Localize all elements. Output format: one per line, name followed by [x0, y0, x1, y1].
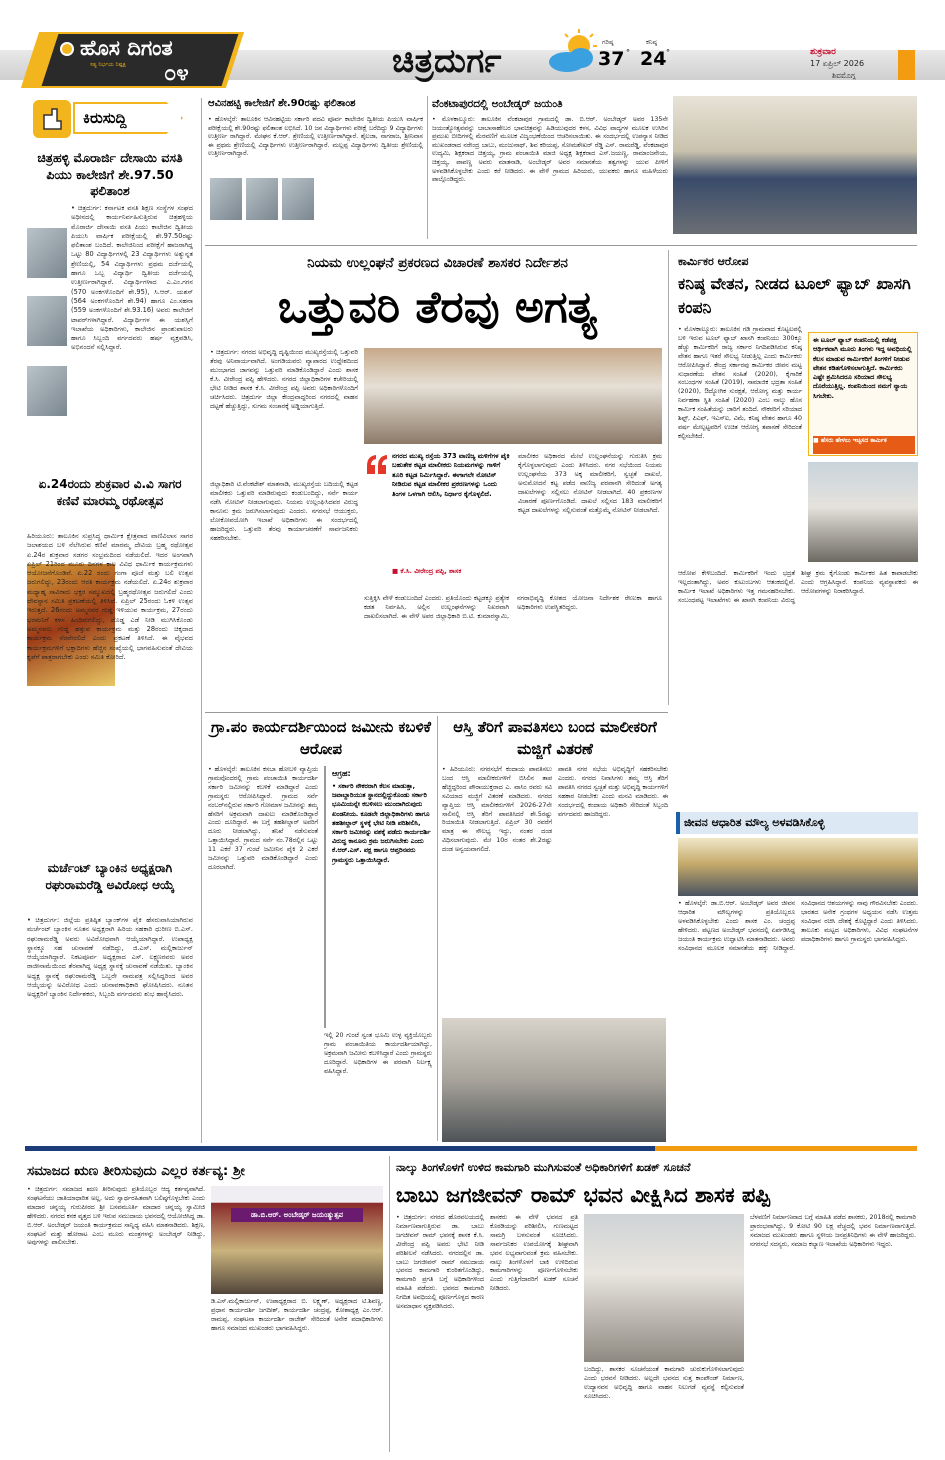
bar-blue — [25, 1146, 655, 1151]
jeevana-event-photo — [678, 838, 918, 896]
babu-col3: ಬಂದಿದ್ದು, ಶಾಸಕರ ಸೂಚನೆಯಂತೆ ಕಾಮಗಾರಿ ಚುರುಕುಗೊಳಿಸಲಾಗುವುದು ಎಂದು ಭರವಸೆ ನೀಡಿದರು. ಅಲ್ಲದೇ ಭವನದ ಸುತ್ತ ಕಾಂಪೌಂಡ್ ನಿರ್ಮಾಣ, ಉದ್ಯಾನವನ ಅಭಿವೃದ್ಧಿ ಹಾಗೂ ವಾಹನ ನಿಲುಗಡೆ ವ್ಯವಸ್ಥೆ ಕಲ್ಪಿಸುವಂತೆ ಸೂಚಿಸಿದರು. — [584, 1366, 744, 1400]
avinahatti-body: • ಹೊಳಲ್ಕೆರೆ: ತಾಲೂಕಿನ ಆವಿನಹಟ್ಟಿಯ ಸರ್ಕಾರಿ ಪದವಿ ಪೂರ್ವ ಕಾಲೇಜಿನ ದ್ವಿತೀಯ ಪಿಯುಸಿ ವಾರ್ಷಿಕ ಪರೀಕ್ಷೆಯಲ್ಲಿ ಶೇ.90ರಷ್ಟು ಫಲಿತಾಂಶ ಲಭಿಸಿದೆ. 10 ಜನ ವಿದ್ಯಾರ್ಥಿಗಳು ಪರೀಕ್ಷೆ ಬರೆದಿದ್ದು 9 ವಿದ್ಯಾರ್ಥಿಗಳು ಉತ್ತೀರ್ಣ ರಾಗಿದ್ದಾರೆ. ಮೇಘನ ಕೆ.ಆರ್. ಶ್ರೇಣಿಯಲ್ಲಿ ಉತ್ತೀರ್ಣರಾಗಿದ್ದಾರೆ. ಶೈಲಜಾ, ನಾಗರಾಜ, ಶ್ರೀನಿವಾಸ ಈ ಪ್ರಥಮ ಶ್ರೇಣಿಯಲ್ಲಿ ವಿದ್ಯಾರ್ಥಿಗಳು ಉತ್ತೀರ್ಣರಾಗಿದ್ದಾರೆ. ಮಲ್ಲಪ್ಪ ವಿದ್ಯಾರ್ಥಿಗಳು ದ್ವಿತೀಯ ಶ್ರೇಣಿಯಲ್ಲಿ ಉತ್ತೀರ್ಣರಾಗಿದ್ದಾರೆ. — [208, 116, 423, 158]
samajada-headline: ಸಮಾಜದ ಋಣ ತೀರಿಸುವುದು ಎಲ್ಲರ ಕರ್ತವ್ಯ: ಶ್ರೀ — [27, 1163, 245, 1179]
jeevana-body: • ಹೊಳಲ್ಕೆರೆ: ಡಾ.ಬಿ.ಆರ್. ಅಂಬೇಡ್ಕರ್ ಅವರ ಜೀವನ ಆಧಾರಿತ ಮೌಲ್ಯಗಳನ್ನು ಪ್ರತಿಯೊಬ್ಬರೂ ಅಳವಡಿಸಿಕೊಳ್ಳಬೇಕು ಎಂದು ಶಾಸಕ ಎಂ. ಚಂದ್ರಪ್ಪ ಹೇಳಿದರು. ಪಟ್ಟಣದ ಅಂಬೇಡ್ಕರ್ ಭವನದಲ್ಲಿ ಏರ್ಪಡಿಸಿದ್ದ ಜಯಂತಿ ಕಾರ್ಯಕ್ರಮ ಉದ್ಘಾಟಿಸಿ ಮಾತನಾಡಿದರು. ಅವರು ಸಂವಿಧಾನದ ಮೂಲಕ ಸಮಾನತೆಯ ಹಕ್ಕು ನೀಡಿದ್ದಾರೆ. ಸಂವಿಧಾನದ ಆಶಯಗಳನ್ನು ನಾವು ಗೌರವಿಸಬೇಕು ಎಂದರು. ಭಾರತದ ಅನೇಕ ಗ್ರಂಥಗಳ ಅಧ್ಯಯನ ನಡೆಸಿ ಉತ್ತಮ ಸಂವಿಧಾನ ರಚಿಸಿ ದೇಶಕ್ಕೆ ಕೊಟ್ಟಿದ್ದಾರೆ ಎಂದು ತಿಳಿಸಿದರು. ತಾಲೂಕು ಮಟ್ಟದ ಅಧಿಕಾರಿಗಳು, ವಿವಿಧ ಸಂಘಟನೆಗಳ ಪದಾಧಿಕಾರಿಗಳು ಹಾಗೂ ಗ್ರಾಮಸ್ಥರು ಭಾಗವಹಿಸಿದ್ದರು. — [678, 900, 918, 952]
grama-box-body: • ಸರ್ಕಾರಿ ನೌಕರರಾಗಿ ಕೆಲಸ ಮಾಡುತ್ತಾ, ಜವಾಬ್ದಾರಿಯುತ ಸ್ಥಾನದಲ್ಲಿದ್ದುಕೊಂಡು ಸರ್ಕಾರಿ ಭೂಮಿಯನ್ನೇ ಕಬಳಿಸಲು ಮುಂದಾಗಿರುವುದು ಖಂಡನೀಯ. ಕೂಡಲೇ ಜಿಲ್ಲಾಧಿಕಾರಿಗಳು ಹಾಗೂ ತಹಶೀಲ್ದಾರ್ ಸ್ಥಳಕ್ಕೆ ಭೇಟಿ ನೀಡಿ ಪರಿಶೀಲಿಸಿ, ಸರ್ಕಾರಿ ಜಮೀನನ್ನು ವಶಕ್ಕೆ ಪಡೆದು ಕಾರ್ಯದರ್ಶಿ ವಿರುದ್ಧ ಕಾನೂನು ಕ್ರಮ ಜರುಗಿಸಬೇಕು ಎಂದು ಕೆ.ಆರ್.ಎಸ್. ಪಕ್ಷ ಹಾಗೂ ಆಪ್ತರಿನವರು ಗ್ರಾಮಸ್ಥರು ಒತ್ತಾಯಿಸಿದ್ದಾರೆ. — [332, 782, 431, 864]
edition-name: ಶಿವಮೊಗ್ಗ — [832, 71, 856, 80]
temp-max-degree: ° — [626, 48, 630, 54]
grama-box-title: ಆಗ್ರಹ: — [332, 769, 351, 778]
karmikara-callout-attribution: ■ ಹೆಸರು ಹೇಳಲು ಇಚ್ಛಿಸದ ಕಾರ್ಮಿಕ — [813, 436, 915, 454]
story1-headline: ಚಿತ್ರಹಳ್ಳಿ ಮೊರಾರ್ಜಿ ದೇಸಾಯಿ ವಸತಿ ಪಿಯು ಕಾಲೇಜಿಗೆ ಶೇ.97.50 ಫಲಿತಾಂಶ — [37, 150, 183, 198]
lead-headline: ಒತ್ತುವರಿ ತೆರವು ಅಗತ್ಯ — [277, 282, 598, 333]
samajada-banner-text: ಡಾ.ಬಿ.ಆರ್. ಅಂಬೇಡ್ಕರ್ ಜಯಂತ್ಯುತ್ಸವ — [231, 1208, 363, 1222]
lead-col1: • ಚಿತ್ರದುರ್ಗ: ನಗರದ ಅಭಿವೃದ್ಧಿ ದೃಷ್ಟಿಯಿಂದ ಮುಖ್ಯರಸ್ತೆಯಲ್ಲಿ ಒತ್ತುವರಿ ತೆರವು ಅನಿವಾರ್ಯವಾಗಿದೆ. ಅಂಗಡಿಯವರು ವ್ಯಾಪಾರದ ಉದ್ದೇಶದಿಂದ ಮುಂಭಾಗದ ಜಾಗವನ್ನು ಒತ್ತುವರಿ ಮಾಡಿಕೊಂಡಿದ್ದಾರೆ ಎಂದು ಶಾಸಕ ಕೆ.ಸಿ. ವೀರೇಂದ್ರ ಪಪ್ಪಿ ಹೇಳಿದರು. ನಗರದ ಜಿಲ್ಲಾಧಿಕಾರಿಗಳ ಕಚೇರಿಯಲ್ಲಿ ಭೇಟಿ ನೀಡಿದ ಶಾಸಕ ಕೆ.ಸಿ. ವೀರೇಂದ್ರ ಪಪ್ಪಿ ಅವರು ಅಧಿಕಾರಿಗಳೊಂದಿಗೆ ಚರ್ಚಿಸಿದರು. ಚಿತ್ರದುರ್ಗ ಜಿಲ್ಲಾ ಕೇಂದ್ರವಾದ್ದರಿಂದ ನಗರದಲ್ಲಿ ವಾಹನ ದಟ್ಟಣೆ ಹೆಚ್ಚುತ್ತಿದ್ದು, ಸುಗಮ ಸಂಚಾರಕ್ಕೆ ಅಡ್ಡಿಯಾಗುತ್ತಿದೆ. — [210, 348, 358, 410]
column-divider-4 — [437, 716, 438, 1141]
jeevana-story — [674, 812, 919, 1142]
story2-headline: ಏ.24ರಂದು ಶುಕ್ರವಾರ ವಿ.ವಿ ಸಾಗರ ಕಣಿವೆ ಮಾರಮ್ಮ ರಥೋತ್ಸವ — [38, 477, 182, 508]
lead-col23-bottom: ಸುತ್ತಿಕ್ಕಿಸಿ ವೇಳೆ ಕಂಡುಬಂದಿದೆ ಎಂದರು. ಪ್ರತಿಯೊಂದು ಕಟ್ಟಡಕ್ಕೂ ಪ್ರತ್ಯೇಕ ಕಡತ ನಿರ್ವಹಿಸಿ, ಅಲ್ಲಿನ ಉಲ್ಲಂಘನೆಗಳನ್ನು ನಿಖರವಾಗಿ ದಾಖಲಿಸಲಾಗಿದೆ. ಈ ವೇಳೆ ಅಪರ ಜಿಲ್ಲಾಧಿಕಾರಿ ಬಿ.ಟಿ. ಕುಮಾರಸ್ವಾಮಿ, ನಗರಾಭಿವೃದ್ಧಿ ಕೋಶದ ಯೋಜನಾ ನಿರ್ದೇಶಕ ರೇಣುಕಾ ಹಾಗೂ ಅಧಿಕಾರಿಗಳು ಉಪಸ್ಥಿತರಿದ್ದರು. — [364, 594, 662, 620]
top-row-divider — [205, 245, 917, 246]
babu-col4: ಬೆಳವಣಿಗೆ ನಿರ್ಮಾಣವಾದ ಬಗ್ಗೆ ಮಾಹಿತಿ ಪಡೆದ ಶಾಸಕರು, 2018ರಲ್ಲಿ ಕಾಮಗಾರಿ ಪ್ರಾರಂಭವಾಗಿದ್ದು, 9 ಕೋಟಿ 90 ಲಕ್ಷ ವೆಚ್ಚದಲ್ಲಿ ಭವನ ನಿರ್ಮಾಣವಾಗುತ್ತಿದೆ. ಸಮಾಜದ ಮುಖಂಡರು ಹಾಗೂ ಸ್ಥಳೀಯ ಜನಪ್ರತಿನಿಧಿಗಳು ಈ ವೇಳೆ ಹಾಜರಿದ್ದರು. ನಗರಸಭೆ ಸದಸ್ಯರು, ಸಮಾಜ ಕಲ್ಯಾಣ ಇಲಾಖೆಯ ಅಧಿಕಾರಿಗಳು ಇದ್ದರು. — [750, 1214, 916, 1248]
ambedkar-jayanti-photo — [673, 96, 917, 234]
lead-quote-attribution: ■ ಕೆ.ಸಿ. ವೀರೇಂದ್ರ ಪಪ್ಪಿ, ಶಾಸಕ — [392, 567, 462, 575]
karmikara-story — [674, 250, 919, 712]
grama-body2: ಇಲ್ಲಿ 20 ಗುಂಟೆ ಸ್ವಂತ ಭೂಮಿ ಉಳ್ಳ ವ್ಯಕ್ತಿಯೊಬ್ಬರು ಗ್ರಾಮ ಪಂಚಾಯಿತಿಯ ಕಾರ್ಯದರ್ಶಿಯಾಗಿದ್ದು, ಅಕ್ರಮವಾಗಿ ಜಮೀನು ಕಬಳಿಸಿದ್ದಾರೆ ಎಂದು ಗ್ರಾಮಸ್ಥರು ದೂರಿದ್ದಾರೆ. ಅಧಿಕಾರಿಗಳ ಈ ಪರವಾಗಿ ನಿರ್ಲಕ್ಷ್ಯ ವಹಿಸಿದ್ದಾರೆ. — [324, 1032, 432, 1075]
ambedkar-jayanti-story — [432, 96, 668, 241]
factory-photo — [808, 462, 918, 562]
column-divider-1 — [201, 98, 202, 1143]
temp-max-label: ಗರಿಷ್ಠ — [602, 38, 614, 46]
lead-quote: ನಗರದ ಮುಖ್ಯ ರಸ್ತೆಯ 373 ವಾಣಿಜ್ಯ ಮಳಿಗೆಗಳ ಪೈಕಿ ಬಹುತೇಕ ಕಟ್ಟಡ ಮಾಲೀಕರು ನಿಯಮಗಳನ್ನು ಗಾಳಿಗೆ ತೂರಿ ಕಟ್ಟಡ ನಿರ್ಮಿಸಿದ್ದಾರೆ. ಈಗಾಗಲೇ ನೋಟಿಸ್ ನೀಡಿರುವ ಕಟ್ಟಡ ಮಾಲೀಕರ ಪ್ರಕರಣಗಳನ್ನು ಒಂದು ತಿಂಗಳ ಒಳಗಾಗಿ ಆಲಿಸಿ, ನಿರ್ಧಾರ ಕೈಗೊಳ್ಳಲಿದೆ. — [392, 452, 510, 498]
story1-body: • ಚಿತ್ರದುರ್ಗ: ಕರ್ನಾಟಕ ವಸತಿ ಶಿಕ್ಷಣ ಸಂಸ್ಥೆಗಳ ಸಂಘದ ಅಧೀನದಲ್ಲಿ ಕಾರ್ಯನಿರ್ವಹಿಸುತ್ತಿರುವ ಚಿತ್ರಹಳ್ಳಿಯ ಮೊರಾರ್ಜಿ ದೇಸಾಯಿ ವಸತಿ ಪಿಯು ಕಾಲೇಜಿನ ದ್ವಿತೀಯ ಪಿಯುಸಿ ವಾರ್ಷಿಕ ಪರೀಕ್ಷೆಯಲ್ಲಿ ಶೇ.97.50ರಷ್ಟು ಫಲಿತಾಂಶ ಬಂದಿದೆ. ಕಾಲೇಜಿನಿಂದ ಪರೀಕ್ಷೆಗೆ ಹಾಜರಾಗಿದ್ದ ಒಟ್ಟು 80 ವಿದ್ಯಾರ್ಥಿಗಳಲ್ಲಿ 23 ವಿದ್ಯಾರ್ಥಿಗಳು ಅತ್ಯುನ್ನತ ಶ್ರೇಣಿಯಲ್ಲಿ, 54 ವಿದ್ಯಾರ್ಥಿಗಳು ಪ್ರಥಮ ದರ್ಜೆಯಲ್ಲಿ ಹಾಗೂ ಒಬ್ಬ ವಿದ್ಯಾರ್ಥಿ ದ್ವಿತೀಯ ದರ್ಜೆಯಲ್ಲಿ ಉತ್ತೀರ್ಣರಾಗಿದ್ದಾರೆ. ವಿದ್ಯಾರ್ಥಿಗಳಾದ ಎ.ಎಂ.ಗಗನ (570 ಅಂಕಗಳೊಂದಿಗೆ ಶೇ.95), ಸಿ.ಆರ್. ಯಶಸ್ (564 ಅಂಕಗಳೊಂದಿಗೆ ಶೇ.94) ಹಾಗೂ ಎಂ.ಸಹನಾ (559 ಅಂಕಗಳೊಂದಿಗೆ ಶೇ.93.16) ಅವರು ಕಾಲೇಜಿಗೆ ಟಾಪರ್‌ಗಳಾಗಿದ್ದಾರೆ. ವಿದ್ಯಾರ್ಥಿಗಳ ಈ ಯಶಸ್ಸಿಗೆ ಇಲಾಖೆಯ ಅಧಿಕಾರಿಗಳು, ಕಾಲೇಜಿನ ಪ್ರಾಂಶುಪಾಲರು ಹಾಗೂ ಸಿಬ್ಬಂದಿ ವರ್ಗದವರು ಹರ್ಷ ವ್ಯಕ್ತಪಡಿಸಿ, ಅಭಿನಂದನೆ ಸಲ್ಲಿಸಿದ್ದಾರೆ. — [71, 204, 193, 352]
column-divider-2 — [427, 96, 428, 239]
aasti-buttermilk-photo — [442, 1018, 666, 1142]
babu-building-photo — [584, 1214, 744, 1362]
karmikara-headline: ಕನಿಷ್ಠ ವೇತನ, ನೀಡದ ಟೂಲ್ ಫ್ಯಾಬ್ ಖಾಸಗಿ ಕಂಪನಿ — [678, 274, 911, 317]
karmikara-body: • ಮೊಳಕಾಲ್ಮೂರು: ತಾಲೂಕಿನ ಗಡಿ ಗ್ರಾಮವಾದ ಕೊಟ್ಟಲಪಲ್ಲಿ ಬಳಿ ಇರುವ ಟೂಲ್ ಫ್ಯಾಬ್ ಖಾಸಗಿ ಕಂಪನಿಯು 300ಕ್ಕೂ ಹೆಚ್ಚು ಕಾರ್ಮಿಕರಿಗೆ ರಾಜ್ಯ ಸರ್ಕಾರ ನಿಗದಿಪಡಿಸಿರುವ ಕನಿಷ್ಠ ವೇತನ ಹಾಗೂ ಇತರೆ ಸೌಲಭ್ಯ ನೀಡುತ್ತಿಲ್ಲ ಎಂದು ಕಾರ್ಮಿಕರು ಆರೋಪಿಸಿದ್ದಾರೆ. ಕೇಂದ್ರ ಸರ್ಕಾರವು ಕಾರ್ಮಿಕರ ಜೀವನ ಮಟ್ಟ ಸುಧಾರಣೆಯ ವೇತನ ಸಂಹಿತೆ (2020), ಕೈಗಾರಿಕೆ ಸಂಬಂಧಗಳ ಸಂಹಿತೆ (2019), ಸಾಮಾಜಿಕ ಭದ್ರತಾ ಸಂಹಿತೆ (2020), ಔದ್ಯೋಗಿಕ ಸುರಕ್ಷತೆ, ಆರೋಗ್ಯ ಮತ್ತು ಕಾರ್ಯ ನಿರ್ವಹಣಾ ಸ್ಥಿತಿ ಸಂಹಿತೆ (2020) ಎಂಬ ನಾಲ್ಕು ಹೊಸ ಕಾರ್ಮಿಕ ಸಂಹಿತೆಯನ್ನು ಜಾರಿಗೆ ತಂದಿದೆ. ನೌಕರರಿಗೆ ಸರಿಯಾದ ಶಿಫ್ಟ್, ಪಿಎಫ್, ಇಎಸ್‌ಐ, ವಿಮೆ, ಕನಿಷ್ಠ ವೇತನ ಹಾಗೂ 40 ವರ್ಷ ಮೇಲ್ಪಟ್ಟವರಿಗೆ ಉಚಿತ ಆರೋಗ್ಯ ತಪಾಸಣೆ ಸೇರಿದಂತೆ ಕಲ್ಪಿಸಬೇಕಿದೆ. — [678, 326, 802, 440]
babu-col1: • ಚಿತ್ರದುರ್ಗ: ನಗರದ ಹೊರವಲಯದಲ್ಲಿ ನಿರ್ಮಾಣವಾಗುತ್ತಿರುವ ಡಾ. ಬಾಬು ಜಗಜೀವನ್ ರಾಮ್ ಭವನಕ್ಕೆ ಶಾಸಕ ಕೆ.ಸಿ. ವೀರೇಂದ್ರ ಪಪ್ಪಿ ಅವರು ಭೇಟಿ ನೀಡಿ ಪರಿಶೀಲನೆ ನಡೆಸಿದರು. ನಗರದಲ್ಲಿನ ಡಾ. ಬಾಬು ಜಗಜೀವನ್ ರಾಮ್ ಸಮುದಾಯ ಭವನದ ಕಾಮಗಾರಿ ಕುಂಠಿತಗೊಂಡಿದ್ದು, ಕಾಮಗಾರಿ ಪ್ರಗತಿ ಬಗ್ಗೆ ಅಧಿಕಾರಿಗಳಿಂದ ಮಾಹಿತಿ ಪಡೆದರು. ಭವನದ ಕಾಮಗಾರಿ ನಿಗದಿತ ಅವಧಿಯಲ್ಲಿ ಪೂರ್ಣಗೊಳ್ಳದ ಕಾರಣ ಅಸಮಾಧಾನ ವ್ಯಕ್ತಪಡಿಸಿದರು. — [396, 1214, 484, 1311]
babu-col2: ಶಾಸಕರು ಈ ವೇಳೆ ಭವನದ ಪ್ರತಿ ಕೊಠಡಿಯನ್ನು ಪರಿಶೀಲಿಸಿ, ಗುಣಮಟ್ಟದ ಸಾಮಗ್ರಿ ಬಳಸುವಂತೆ ಸೂಚಿಸಿದರು. ಸಾರ್ವಜನಿಕರ ಉಪಯೋಗಕ್ಕೆ ಶೀಘ್ರವಾಗಿ ಭವನ ಲಭ್ಯವಾಗುವಂತೆ ಕ್ರಮ ವಹಿಸಬೇಕು. ನಾಲ್ಕು ತಿಂಗಳೊಳಗೆ ಬಾಕಿ ಉಳಿದಿರುವ ಕಾಮಗಾರಿಗಳನ್ನು ಪೂರ್ಣಗೊಳಿಸಬೇಕು ಎಂದು ಗುತ್ತಿಗೆದಾರರಿಗೆ ಖಡಕ್ ಸೂಚನೆ ನೀಡಿದರು. — [490, 1214, 578, 1293]
ambedkar-jayanti-headline: ವೆಂಕಟಾಪುರದಲ್ಲಿ ಅಂಬೇಡ್ಕರ್ ಜಯಂತಿ — [432, 98, 563, 110]
story3-headline: ಮರ್ಚೆಂಟ್ ಬ್ಯಾಂಕಿನ ಅಧ್ಯಕ್ಷರಾಗಿ ರಘುರಾಮರೆಡ್ಡಿ ಅವಿರೋಧ ಆಯ್ಕೆ — [45, 861, 175, 892]
karmikara-body2: ಆರೋಪ ಕೇಳಿಬಂದಿದೆ. ಕಾರ್ಮಿಕರಿಗೆ ಇಂದು ಭದ್ರತೆ ಇಲ್ಲದಂತಾಗಿದ್ದು, ಅವರ ಕುಟುಂಬಗಳು ಆತಂಕದಲ್ಲಿವೆ. ಕಾರ್ಮಿಕ ಇಲಾಖೆ ಅಧಿಕಾರಿಗಳು ಇತ್ತ ಗಮನಹರಿಸಬೇಕು. ಸಂಬಂಧಪಟ್ಟ ಇಲಾಖೆಗಳು ಈ ಖಾಸಗಿ ಕಂಪನಿಯ ವಿರುದ್ಧ ಶೀಘ್ರ ಕ್ರಮ ಕೈಗೊಂಡು ಕಾರ್ಮಿಕರ ಹಿತ ಕಾಪಾಡಬೇಕು ಎಂದು ಆಗ್ರಹಿಸಿದ್ದಾರೆ. ಕಂಪನಿಯ ವ್ಯವಸ್ಥಾಪಕರು ಈ ಆರೋಪಗಳನ್ನು ನಿರಾಕರಿಸಿದ್ದಾರೆ. — [678, 570, 918, 604]
lead-quote-box — [364, 452, 512, 580]
lead-meeting-photo — [364, 348, 662, 444]
issue-date: 17 ಏಪ್ರಿಲ್ 2026 — [810, 59, 865, 68]
babu-kicker: ನಾಲ್ಕು ತಿಂಗಳೊಳಗೆ ಉಳಿದ ಕಾಮಗಾರಿ ಮುಗಿಸುವಂತೆ ಅಧಿಕಾರಿಗಳಿಗೆ ಖಡಕ್ ಸೂಚನೆ — [396, 1161, 691, 1174]
karmikara-callout: ಈ ಟೂಲ್ ಫ್ಯಾಬ್ ಕಂಪನಿಯಲ್ಲಿ ಕಡೆಪಕ್ಷ ಆರ್ಥಿಕವಾಗಿ ಮೂರು ತಿಂಗಳು ಇದ್ದ ಅವಧಿಯಲ್ಲಿ ಕೆಲಸ ಮಾಡುವ ಕಾರ್ಮಿಕರಿಗೆ ತಿಂಗಳಿಗೆ ನೀಡುವ ವೇತನ ಕಡಿತಗೊಳಿಸಲಾಗುತ್ತಿದೆ. ಕಾರ್ಮಿಕರು ಎಷ್ಟೇ ಶ್ರಮಿಸಿದರೂ ಸರಿಯಾದ ಸೌಲಭ್ಯ ದೊರೆಯುತ್ತಿಲ್ಲ. ಕಂಪನಿಯಿಂದ ನಮಗೆ ನ್ಯಾಯ ಸಿಗಬೇಕು. — [813, 336, 912, 400]
city-name: ಚಿತ್ರದುರ್ಗ — [392, 41, 502, 80]
topper-photo-2 — [246, 178, 278, 220]
bar-orange — [655, 1146, 917, 1151]
avinahatti-headline: ಆವಿನಹಟ್ಟಿ ಕಾಲೇಜಿಗೆ ಶೇ.90ರಷ್ಟು ಫಲಿತಾಂಶ — [208, 98, 356, 109]
aasti-headline: ಆಸ್ತಿ ತೆರಿಗೆ ಪಾವತಿಸಲು ಬಂದ ಮಾಲೀಕರಿಗೆ ಮಜ್ಜಿಗೆ ವಿತರಣೆ — [453, 718, 657, 758]
lead-kicker: ನಿಯಮ ಉಲ್ಲಂಘನೆ ಪ್ರಕರಣದ ವಿಚಾರಣೆ ಶಾಸಕರ ನಿರ್ದೇಶನ — [307, 255, 568, 271]
temp-min: 24 — [640, 48, 667, 70]
story3-body: • ಚಿತ್ರದುರ್ಗ: ಜಿಲ್ಲೆಯ ಪ್ರತಿಷ್ಠಿತ ಬ್ಯಾಂಕ್‌ಗಳ ಪೈಕಿ ಹೆಸರುವಾಸಿಯಾಗಿರುವ ಮರ್ಚೆಂಟ್ ಬ್ಯಾಂಕಿನ ನೂತನ ಅಧ್ಯಕ್ಷರಾಗಿ ಹಿರಿಯ ಸಹಕಾರಿ ಧುರೀಣ ಬಿ.ಎಸ್. ರಘುರಾಮರೆಡ್ಡಿ ಅವರು ಅವಿರೋಧವಾಗಿ ಆಯ್ಕೆಯಾಗಿದ್ದಾರೆ. ಉಪಾಧ್ಯಕ್ಷ ಸ್ಥಾನಕ್ಕೂ ಸಹ ಚುನಾವಣೆ ನಡೆದಿದ್ದು, ಜಿ.ಎಸ್. ಮಲ್ಲಿಕಾರ್ಜುನ್ ಆಯ್ಕೆಯಾಗಿದ್ದಾರೆ. ನಿಕಟಪೂರ್ವ ಅಧ್ಯಕ್ಷರಾದ ಎಸ್. ಲಕ್ಷ್ಮಣರವರು ಅವರ ರಾಜೀನಾಮೆಯಿಂದ ತೆರವಾಗಿದ್ದ ಅಧ್ಯಕ್ಷ ಸ್ಥಾನಕ್ಕೆ ಚುನಾವಣೆ ನಡೆಯಿತು. ಬ್ಯಾಂಕಿನ ಅಧ್ಯಕ್ಷ ಸ್ಥಾನಕ್ಕೆ ರಘುರಾಮರೆಡ್ಡಿ ಒಬ್ಬರೇ ನಾಮಪತ್ರ ಸಲ್ಲಿಸಿದ್ದರಿಂದ ಅವರ ಆಯ್ಕೆಯನ್ನು ಅವಿರೋಧ ಎಂದು ಚುನಾವಣಾಧಿಕಾರಿ ಘೋಷಿಸಿದರು. ನೂತನ ಅಧ್ಯಕ್ಷರಿಗೆ ಬ್ಯಾಂಕಿನ ನಿರ್ದೇಶಕರು, ಸಿಬ್ಬಂದಿ ವರ್ಗದವರು ಶುಭ ಹಾರೈಸಿದರು. — [27, 916, 193, 999]
lead-col2: ಜಿಲ್ಲಾಧಿಕಾರಿ ಟಿ.ವೆಂಕಟೇಶ್ ಮಾತನಾಡಿ, ಮುಖ್ಯರಸ್ತೆಯ ಬದಿಯಲ್ಲಿ ಕಟ್ಟಡ ಮಾಲೀಕರು ಒತ್ತುವರಿ ಮಾಡಿರುವುದು ಕಂಡುಬಂದಿದ್ದು, ಸರ್ವೆ ಕಾರ್ಯ ನಡೆಸಿ ನೋಟಿಸ್ ನೀಡಲಾಗುವುದು. ನಿಯಮ ಉಲ್ಲಂಘಿಸಿದವರ ವಿರುದ್ಧ ಕಾನೂನು ಕ್ರಮ ಜರುಗಿಸಲಾಗುವುದು ಎಂದರು. ನಗರಸಭೆ ಆಯುಕ್ತರು, ಲೋಕೋಪಯೋಗಿ ಇಲಾಖೆ ಅಧಿಕಾರಿಗಳು ಈ ಸಂದರ್ಭದಲ್ಲಿ ಹಾಜರಿದ್ದರು. ಒತ್ತುವರಿ ತೆರವು ಕಾರ್ಯಾಚರಣೆಗೆ ಸಾರ್ವಜನಿಕರು ಸಹಕರಿಸಬೇಕು. — [210, 480, 358, 542]
samajada-event-photo — [211, 1186, 383, 1294]
grama-headline: ಗ್ರಾ.ಪಂ ಕಾರ್ಯದರ್ಶಿಯಿಂದ ಜಮೀನು ಕಬಳಿಕೆ ಆರೋಪ — [211, 718, 431, 758]
kirusuddi-badge: ಕಿರುಸುದ್ದಿ — [83, 109, 127, 127]
grama-demand-box — [324, 766, 432, 1028]
temp-min-label: ಕನಿಷ್ಠ — [646, 38, 657, 46]
column-divider-5 — [389, 1156, 390, 1452]
brand-tagline: ಸತ್ಯ ನಿರ್ಭಯ ನಿಷ್ಪಕ್ಷ — [90, 62, 126, 68]
karmikara-kicker: ಕಾರ್ಮಿಕರ ಆರೋಪ — [678, 255, 749, 268]
middle-row-divider — [205, 712, 668, 713]
column-divider-3 — [668, 250, 669, 705]
issue-day: ಶುಕ್ರವಾರ — [810, 47, 836, 57]
ambedkar-jayanti-body: • ಮೊಳಕಾಲ್ಮೂರು: ತಾಲೂಕಿನ ವೆಂಕಟಾಪುರ ಗ್ರಾಮದಲ್ಲಿ ಡಾ. ಬಿ.ಆರ್. ಅಂಬೇಡ್ಕರ್ ಅವರ 135ನೇ ಜಯಂತ್ಯೋತ್ಸವವನ್ನು ಬಾಬಾಸಾಹೇಬರ ಭಾವಚಿತ್ರವನ್ನು ಹಿಡಿಯುವುದರ ಕಳಸ, ವಿವಿಧ ವಾದ್ಯಗಳ ಮೂಲಕ ಉಸಿರಿನ ಪ್ರಮುಖ ಬೀದಿಗಳಲ್ಲಿ ಮೆರವಣಿಗೆ ಮೂಲಕ ವಿಜೃಂಭಣೆಯಿಂದ ಆಚರಿಸಲಾಯಿತು. ಈ ಸಂದರ್ಭದಲ್ಲಿ ಉಪನ್ಯಾಸ ನೀಡಿದ ಮುಖಂಡರಾದ ನರೇಂದ್ರ ಬಾಬು, ಮಂಜುನಾಥ್, ಶಿವ ಕರಿಯಪ್ಪ, ಸೋಮಶೇಖರ್ ರೆಡ್ಡಿ ಎಸ್. ರಾಮರೆಡ್ಡಿ, ವೆಂಕಟಾಪುರ ಉದ್ಯಮಿ, ಶಿಕ್ಷಕರಾದ ಚಿತ್ತಯ್ಯ, ಗ್ರಾಮ ಪಂಚಾಯಿತಿ ಮಾಜಿ ಅಧ್ಯಕ್ಷ ಶಿಕ್ಷಕರಾದ ಎಸ್.ಜಯಣ್ಣ, ರಾಮಾಂಜನೇಯ, ಚಿತ್ತಯ್ಯ, ಪಾಪಣ್ಣ ಅವರು ಮಾತನಾಡಿ, ಅಂಬೇಡ್ಕರ್ ಅವರ ಸಮಾನತೆಯ ತತ್ವಗಳನ್ನು ಯುವ ಪೀಳಿಗೆ ಅಳವಡಿಸಿಕೊಳ್ಳಬೇಕು ಎಂದು ಕರೆ ನೀಡಿದರು. ಈ ವೇಳೆ ಗ್ರಾಮದ ಹಿರಿಯರು, ಯುವಕರು ಹಾಗೂ ಮಹಿಳೆಯರು ಪಾಲ್ಗೊಂಡಿದ್ದರು. — [432, 116, 668, 184]
story2-body: ಹಿರಿಯೂರು: ತಾಲೂಕಿನ ಸುಪ್ರಸಿದ್ಧ ಧಾರ್ಮಿಕ ಕ್ಷೇತ್ರವಾದ ವಾಣಿವಿಲಾಸ ಸಾಗರ ಜಲಾಶಯದ ಬಳಿ ನೆಲೆಸಿರುವ ಕಣಿವೆ ಮಾರಮ್ಮ ದೇವಿಯ ಬ್ರಹ್ಮ ರಥೋತ್ಸವ ಏ.24ರ ಶುಕ್ರವಾರ ಸಡಗರ ಸಂಭ್ರಮದಿಂದ ನಡೆಯಲಿದೆ. ಇದರ ಅಂಗವಾಗಿ ಏಪ್ರಿಲ್ 21ರಿಂದ ಮೂರು ದಿನಗಳ ಕಾಲ ವಿವಿಧ ಧಾರ್ಮಿಕ ಕಾರ್ಯಕ್ರಮಗಳು ಆಯೋಜನೆಗೊಂಡಿವೆ. ಏ.22 ರಂದು ಗಂಗಾ ಪೂಜೆ ಮತ್ತು ಬಲಿ ಉತ್ಸವ ಜರುಗಲಿದ್ದು, 23ರಂದು ಆರತಿ ಕಾರ್ಯಕ್ರಮ ನಡೆಯಲಿದೆ. ಏ.24ರ ಶುಕ್ರವಾರ ಮಧ್ಯಾಹ್ನ ಸಾವಿರಾರು ಭಕ್ತರ ಸಮ್ಮುಖದಲ್ಲಿ ಬ್ರಹ್ಮರಥೋತ್ಸವ ಜರುಗಲಿದೆ ಎಂದು ದೇವಸ್ಥಾನ ಸಮಿತಿ ಪ್ರಕಟಣೆಯಲ್ಲಿ ತಿಳಿಸಿದೆ. ಏಪ್ರಿಲ್ 25ರಂದು ಓಕಳಿ ಉತ್ಸವ ಇರುತ್ತದೆ. 26ರಂದು ಅಮ್ಮನವರ ಗುಡ್ಡ ಇಳಿಯುವ ಕಾರ್ಯಕ್ರಮ, 27ರಂದು ಭರಮನಿಗೆ ಕಳಸ ಹಿಂದಿರುಗಲಿದ್ದು, ದೊಡ್ಡ ಎಡೆ ನೀಡಿ ಮುಗಿಸಿಕೊಂಡು ಅಮ್ಮನವರು ಗುಡ್ಡ ಹತ್ತುವ ಕಾರ್ಯಕ್ರಮ ಮತ್ತು 28ರಂದು ಚಿಕ್ಕದಾದ ಕಾರ್ಯಕ್ರಮ ನೆರವೇರಲಿದೆ ಎಂದು ಪ್ರಕಟಣೆ ತಿಳಿಸಿದೆ. ಈ ವೈಭವದ ಕಾರ್ಯಕ್ರಮಗಳಿಗೆ ಭಕ್ತಾದಿಗಳು ಹೆಚ್ಚಿನ ಸಂಖ್ಯೆಯಲ್ಲಿ ಭಾಗವಹಿಸುವಂತೆ ದೇವಿಯ ಕೃಪೆಗೆ ಪಾತ್ರರಾಗಬೇಕು ಎಂದು ಸಮಿತಿ ಕೋರಿದೆ. — [27, 532, 193, 661]
topper-photo-1 — [210, 178, 242, 220]
kirusuddi-column — [25, 98, 195, 1148]
hand-pointing-icon — [38, 105, 66, 133]
jeevana-headline: ಜೀವನ ಆಧಾರಿತ ಮೌಲ್ಯ ಅಳವಡಿಸಿಕೊಳ್ಳಿ — [684, 816, 825, 829]
masthead-right-orange — [898, 50, 915, 80]
bottom-color-bar — [25, 1146, 917, 1151]
topper-photo-3 — [282, 178, 314, 220]
brand-logo-icon — [60, 42, 74, 56]
page-number: ೦೪ — [164, 61, 189, 86]
weather-cloud-icon — [545, 28, 605, 78]
grama-body: • ಹೊಳಲ್ಕೆರೆ: ತಾಲೂಕಿನ ಕಸಬಾ ಹೋಬಳಿ ವ್ಯಾಪ್ತಿಯ ಗ್ರಾಮವೊಂದರಲ್ಲಿ ಗ್ರಾಮ ಪಂಚಾಯಿತಿ ಕಾರ್ಯದರ್ಶಿ ಸರ್ಕಾರಿ ಜಮೀನನ್ನು ಕಬಳಿಕೆ ಮಾಡಿದ್ದಾರೆ ಎಂದು ಗ್ರಾಮಸ್ಥರು ಆರೋಪಿಸಿದ್ದಾರೆ. ಗ್ರಾಮದ ಸರ್ವೆ ನಂಬರ್‌ನಲ್ಲಿರುವ ಸರ್ಕಾರಿ ಗೋಮಾಳ ಜಮೀನನ್ನು ತಮ್ಮ ಹೆಸರಿಗೆ ಅಕ್ರಮವಾಗಿ ದಾಖಲು ಮಾಡಿಕೊಂಡಿದ್ದಾರೆ ಎಂದು ದೂರಿದ್ದಾರೆ. ಈ ಬಗ್ಗೆ ತಹಶೀಲ್ದಾರ್ ಅವರಿಗೆ ದೂರು ನೀಡಲಾಗಿದ್ದು, ತನಿಖೆ ನಡೆಸುವಂತೆ ಒತ್ತಾಯಿಸಿದ್ದಾರೆ. ಗ್ರಾಮದ ಸರ್ವೆ ನಂ.78ರಲ್ಲಿನ ಒಟ್ಟು 11 ಎಕರೆ 37 ಗುಂಟೆ ಜಮೀನಿನ ಪೈಕಿ 2 ಎಕರೆ ಜಮೀನನ್ನು ಒತ್ತುವರಿ ಮಾಡಿಕೊಂಡಿದ್ದಾರೆ ಎಂದು ದೂರಲಾಗಿದೆ. — [208, 766, 318, 871]
aasti-body: • ಹಿರಿಯೂರು: ನಗರಸಭೆಗೆ ಕಂದಾಯ ಪಾವತಿಸಲು ಬಂದ ಆಸ್ತಿ ಮಾಲೀಕರುಗಳಿಗೆ ಬಿಸಿಲಿನ ತಾಪ ಹೆಚ್ಚಿದ್ದರಿಂದ ಪೌರಾಯುಕ್ತರಾದ ಎ. ವಾಸಿಂ ರವರು ಸವಿ ಸವಿಯಾದ ಮಜ್ಜಿಗೆ ವಿತರಣೆ ಮಾಡಿದರು. ನಗರದ ವ್ಯಾಪ್ತಿಯ ಆಸ್ತಿ ಮಾಲೀಕರುಗಳಿಗೆ 2026-27ನೇ ಸಾಲಿನಲ್ಲಿ ಆಸ್ತಿ ತೆರಿಗೆ ಪಾವತಿಸಿದರೆ ಶೇ.5ರಷ್ಟು ರಿಯಾಯಿತಿ ನೀಡಲಾಗುತ್ತಿದೆ. ಏಪ್ರಿಲ್ 30 ರವರೆಗೆ ಮಾತ್ರ ಈ ಸೌಲಭ್ಯ ಇದ್ದು, ನಂತರ ದಂಡ ವಿಧಿಸಲಾಗುವುದು. ಮೇ 10ರ ನಂತರ ಶೇ.2ರಷ್ಟು ದಂಡ ಅನ್ವಯವಾಗಲಿದೆ. — [442, 766, 552, 854]
grama-story — [208, 716, 434, 1146]
masthead — [0, 28, 945, 98]
samajada-story — [25, 1156, 385, 1456]
quote-mark-icon — [364, 452, 390, 478]
babu-headline: ಬಾಬು ಜಗಜೀವನ್ ರಾಮ್ ಭವನ ವೀಕ್ಷಿಸಿದ ಶಾಸಕ ಪಪ್ಪಿ — [396, 1183, 771, 1207]
temp-min-degree: ° — [666, 48, 670, 54]
babu-story — [394, 1156, 919, 1456]
karmikara-callout-box — [808, 332, 918, 456]
aasti-story — [442, 716, 668, 1146]
brand-name: ಹೊಸ ದಿಗಂತ — [80, 36, 173, 60]
lead-col3: ಮಾಲೀಕರ ಅಧಿಕಾರದ ಮೇಲೆ ಉಲ್ಲಂಘನೆಯನ್ನು ಗುರುತಿಸಿ ಕ್ರಮ ಕೈಗೊಳ್ಳಲಾಗುವುದು ಎಂದು ತಿಳಿಸಿದರು. ನಗರ ಸಭೆಯಿಂದ ನಿಯಮ ಉಲ್ಲಂಘನೆಯ 373 ಅಕ್ಕ ಮಾಲೀಕರಿಗೆ, ಸ್ವಚ್ಛತೆ ದಾಖಲೆ, ಅನುಮೋದನೆ ಕಟ್ಟ ಪಡೆದ ವಾಣಿಜ್ಯ ಪರವಾನಗಿ ಸೇರಿದಂತೆ ಅಗತ್ಯ ದಾಖಲೆಗಳನ್ನು ಸಲ್ಲಿಸಲು ನೋಟಿಸ್ ನೀಡಲಾಗಿದೆ. 40 ಪ್ರಕರಣಗಳ ವಿಚಾರಣೆ ಪೂರ್ಣಗೊಂಡಿದೆ. ದಾಖಲೆ ಸಲ್ಲಿಸದ 183 ಮಾಲೀಕರಿಗೆ ಕಟ್ಟಡ ದಾಖಲೆಗಳನ್ನು ಸಲ್ಲಿಸುವಂತೆ ಮತ್ತೊಮ್ಮೆ ನೋಟಿಸ್ ನೀಡಲಾಗಿದೆ. — [518, 452, 662, 514]
samajada-body2: ಡಿ.ಎಸ್.ಮಲ್ಲಿಕಾರ್ಜುನ್, ಉಪಾಧ್ಯಕ್ಷರಾದ ಬಿ. ಲಕ್ಷ್ಮಣ್, ಅಧ್ಯಕ್ಷರಾದ ಟಿ.ಶಿವಣ್ಣ, ಪ್ರಧಾನ ಕಾರ್ಯದರ್ಶಿ ಜಗದೀಶ್, ಕಾರ್ಯದರ್ಶಿ ಚಂದ್ರಪ್ಪ, ಕೋಶಾಧ್ಯಕ್ಷ ಎಂ.ಆರ್. ರಾಮಪ್ಪ, ಸಂಘಟನಾ ಕಾರ್ಯದರ್ಶಿ ರಾಜೇಶ್ ಸೇರಿದಂತೆ ಅನೇಕ ಪದಾಧಿಕಾರಿಗಳು ಹಾಗೂ ಸಮಾಜದ ಮುಖಂಡರು ಭಾಗವಹಿಸಿದ್ದರು. — [211, 1298, 383, 1332]
avinahatti-story — [208, 96, 423, 241]
temp-max: 37 — [598, 48, 625, 70]
samajada-body1: • ಚಿತ್ರದುರ್ಗ: ಸಮಾಜದ ಋಣ ತೀರಿಸುವುದು ಪ್ರತಿಯೊಬ್ಬರ ಆದ್ಯ ಕರ್ತವ್ಯವಾಗಿದೆ. ಸಂಘಟನೆಯು ಜಾತಿಯಾಧಾರಿತ ಅಲ್ಲ, ಅದು ಸ್ವಾರ್ಥರಹಿತವಾಗಿ ಬಲಿಷ್ಠಗೊಳ್ಳಬೇಕು ಎಂದು ಮಾದಾರ ಚನ್ನಯ್ಯ ಗುರುಪೀಠದ ಶ್ರೀ ಬಸವಮೂರ್ತಿ ಮಾದಾರ ಚನ್ನಯ್ಯ ಸ್ವಾಮೀಜಿ ಹೇಳಿದರು. ನಗರದ ಕನಕ ವೃತ್ತದ ಬಳಿ ಇರುವ ಸಮುದಾಯ ಭವನದಲ್ಲಿ ಆಯೋಜಿಸಿದ್ದ ಡಾ. ಬಿ.ಆರ್. ಅಂಬೇಡ್ಕರ್ ಜಯಂತಿ ಕಾರ್ಯಕ್ರಮದ ಸಾನ್ನಿಧ್ಯ ವಹಿಸಿ ಮಾತನಾಡಿದರು. ಶಿಕ್ಷಣ, ಸಂಘಟನೆ ಮತ್ತು ಹೋರಾಟ ಎಂಬ ಮೂರು ಮಂತ್ರಗಳನ್ನು ಅಂಬೇಡ್ಕರ್ ನೀಡಿದ್ದು, ಅವುಗಳನ್ನು ಪಾಲಿಸಬೇಕು. — [27, 1186, 205, 1247]
aasti-body2: ಪಾವತಿ ನಗರ ಸಭೆಯ ಅಭಿವೃದ್ಧಿಗೆ ಸಹಕರಿಸಬೇಕು ಎಂದರು. ನಗರದ ನಿವಾಸಿಗಳು ತಮ್ಮ ಆಸ್ತಿ ತೆರಿಗೆ ಪಾವತಿಸಿ ನಗರದ ಸ್ವಚ್ಛತೆ ಮತ್ತು ಅಭಿವೃದ್ಧಿ ಕಾರ್ಯಗಳಿಗೆ ಸಹಕಾರ ನೀಡಬೇಕು ಎಂದು ಮನವಿ ಮಾಡಿದರು. ಈ ಸಂದರ್ಭದಲ್ಲಿ ಕಂದಾಯ ಅಧಿಕಾರಿ ಸೇರಿದಂತೆ ಸಿಬ್ಬಂದಿ ವರ್ಗದವರು ಹಾಜರಿದ್ದರು. — [558, 766, 668, 818]
